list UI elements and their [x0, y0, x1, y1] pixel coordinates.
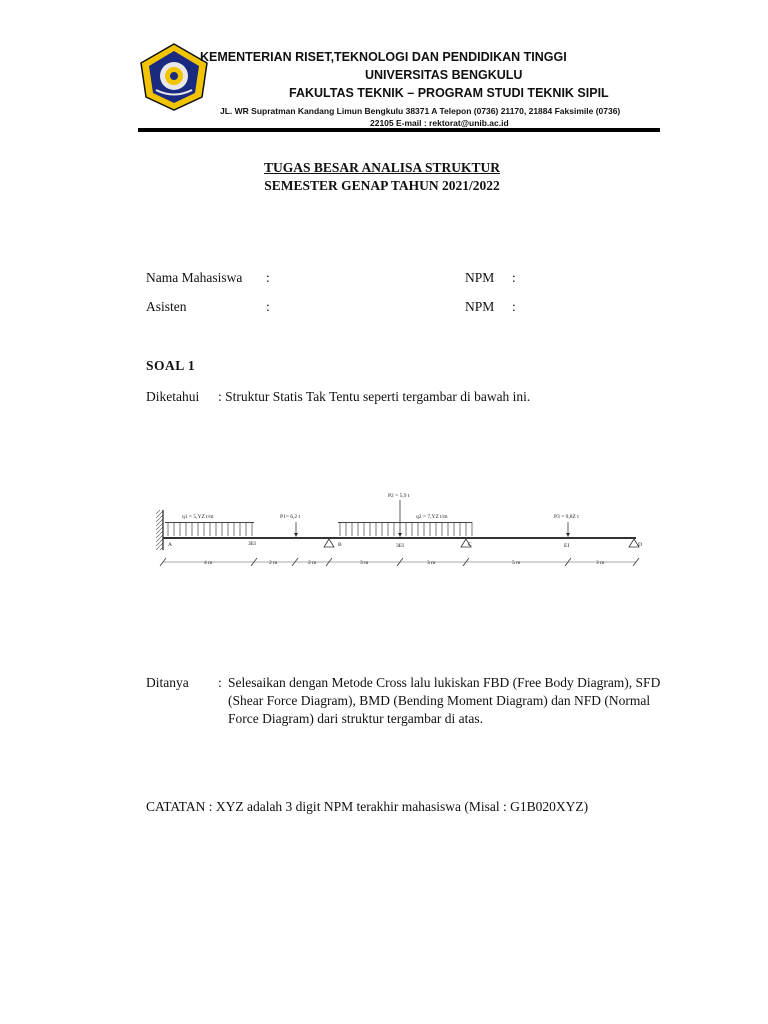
- fixed-support-a: [156, 510, 163, 550]
- dim-7: 3 m: [596, 560, 605, 566]
- header-rule: [138, 128, 660, 132]
- node-c: C: [468, 542, 472, 548]
- label-p2: P2 = 5,9 t: [388, 493, 410, 499]
- university-logo: [140, 43, 208, 111]
- asisten-colon: :: [266, 299, 270, 314]
- asisten-label: Asisten: [146, 299, 187, 314]
- dim-5: 3 m: [427, 560, 436, 566]
- nama-colon: :: [266, 270, 270, 285]
- ditanya-label: Ditanya: [146, 675, 189, 690]
- document-subtitle: SEMESTER GENAP TAHUN 2021/2022: [264, 178, 500, 193]
- dim-6: 5 m: [512, 560, 521, 566]
- npm-label-1: NPM: [465, 270, 495, 285]
- dim-2: 2 m: [269, 560, 278, 566]
- catatan-note: CATATAN : XYZ adalah 3 digit NPM terakhir mahasiswa (Misal : G1B020XYZ): [146, 799, 589, 814]
- label-ei-2: 3EI: [396, 543, 404, 549]
- faculty-name: FAKULTAS TEKNIK – PROGRAM STUDI TEKNIK SIPIL: [289, 86, 609, 100]
- npm-colon-2: :: [512, 299, 516, 314]
- dim-3: 2 m: [308, 560, 317, 566]
- support-b: [324, 539, 334, 547]
- label-ei-1: 3EI: [248, 541, 256, 547]
- label-p1: P1= 6,2 t: [280, 514, 301, 520]
- address-line-2: 22105 E-mail : rektorat@unib.ac.id: [370, 118, 509, 128]
- ditanya-text: Selesaikan dengan Metode Cross lalu lukiskan FBD (Free Body Diagram), SFD (Shear Force Diagram), BMD (Bending Moment Diagram) dan NFD (Normal Force Diagram) dari struktur tergambar di atas.: [228, 675, 661, 726]
- dim-4: 3 m: [360, 560, 369, 566]
- node-d: D: [638, 542, 642, 548]
- nama-label: Nama Mahasiswa: [146, 270, 243, 285]
- ditanya-colon: :: [218, 675, 222, 690]
- label-q2: q2 = 7,YZ t/m: [416, 514, 448, 520]
- npm-colon-1: :: [512, 270, 516, 285]
- beam-diagram: [152, 478, 648, 600]
- label-q1: q1 = 5,YZ t/m: [182, 514, 214, 520]
- address-line-1: JL. WR Supratman Kandang Limun Bengkulu 38371 A Telepon (0736) 21170, 21884 Faksimile (0736): [220, 106, 621, 116]
- label-ei-3: EI: [564, 543, 570, 549]
- node-b: B: [338, 542, 342, 548]
- soal-heading: SOAL 1: [146, 358, 196, 373]
- document-title: TUGAS BESAR ANALISA STRUKTUR: [264, 160, 500, 175]
- diketahui-text: : Struktur Statis Tak Tentu seperti tergambar di bawah ini.: [218, 389, 531, 404]
- diketahui-label: Diketahui: [146, 389, 200, 404]
- node-a: A: [168, 542, 172, 548]
- ministry-name: KEMENTERIAN RISET,TEKNOLOGI DAN PENDIDIKAN TINGGI: [200, 50, 567, 64]
- npm-label-2: NPM: [465, 299, 495, 314]
- label-p3: P3 = 9,8Z t: [554, 514, 579, 520]
- dim-1: 4 m: [204, 560, 213, 566]
- university-name: UNIVERSITAS BENGKULU: [365, 68, 523, 82]
